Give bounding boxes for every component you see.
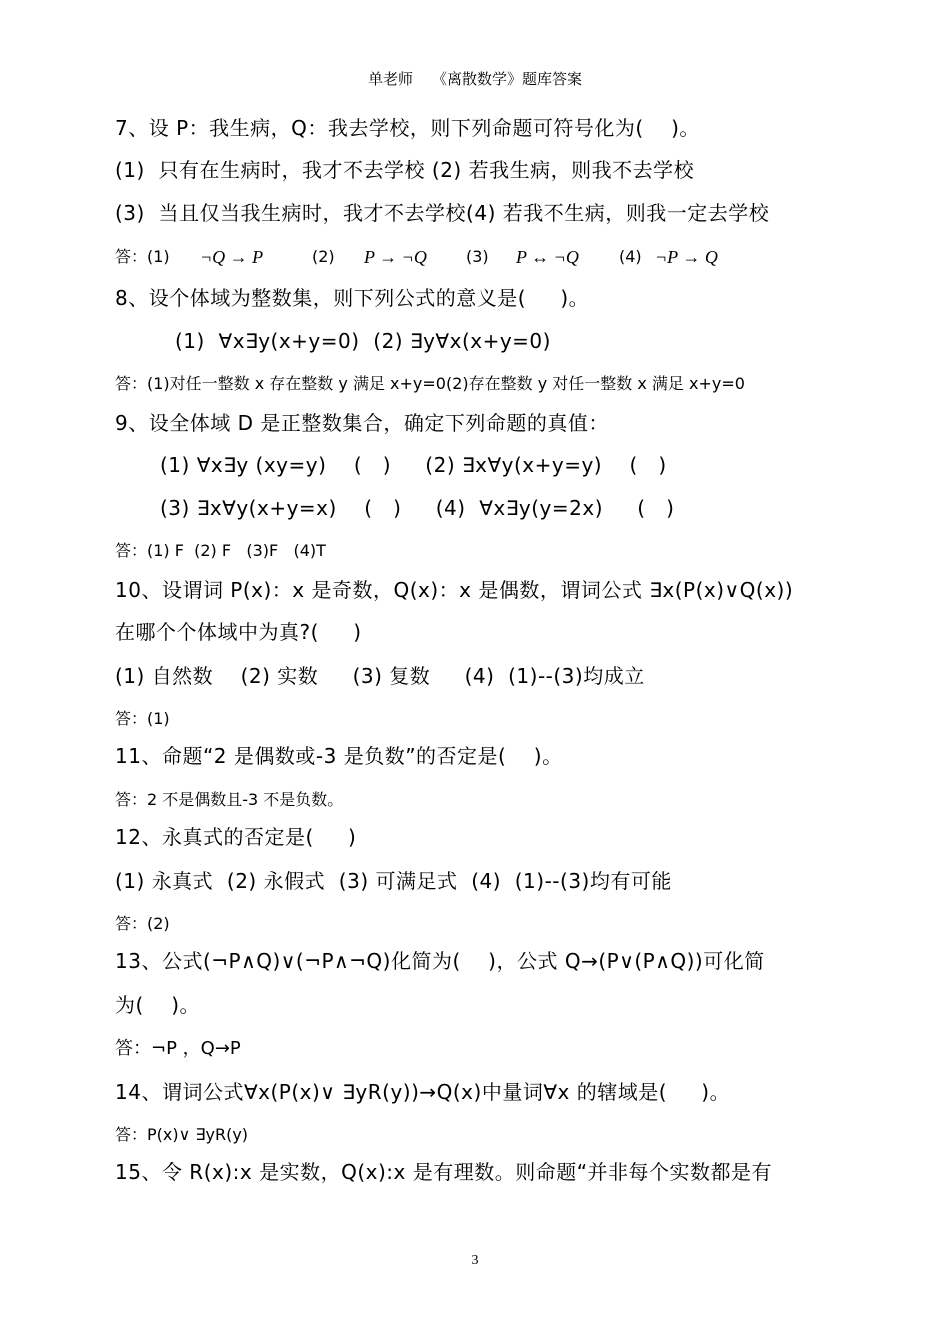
- answer-13: 答：¬P ，Q→P: [115, 1038, 241, 1059]
- answer-11: 答：2 不是偶数且-3 不是负数。: [115, 790, 344, 809]
- answer-10: 答：(1): [115, 709, 170, 728]
- question-9: 9、设全体域 D 是正整数集合，确定下列命题的真值：: [115, 411, 609, 435]
- page-header: 单老师 《离散数学》题库答案: [367, 70, 583, 88]
- answer-7-label-2: (2): [312, 247, 335, 266]
- answer-7-formula-4: ¬P → Q: [655, 247, 718, 267]
- answer-7-formula-1: ¬Q → P: [200, 247, 264, 267]
- question-13-line-2: 为( )。: [115, 993, 201, 1017]
- question-15: 15、令 R(x):x 是实数，Q(x):x 是有理数。则命题“并非每个实数都是有: [115, 1160, 773, 1184]
- question-12-options: (1) 永真式 (2) 永假式 (3) 可满足式 (4) (1)--(3)均有可能: [115, 869, 672, 893]
- answer-7-label-3: (3): [466, 247, 489, 266]
- answer-7-label-4: (4): [619, 247, 642, 266]
- question-8-formulas: (1) ∀x∃y(x+y=0) (2) ∃y∀x(x+y=0): [175, 329, 551, 353]
- answer-7-formula-3: P ↔ ¬Q: [516, 247, 579, 267]
- question-10-options: (1) 自然数 (2) 实数 (3) 复数 (4) (1)--(3)均成立: [115, 664, 645, 688]
- question-12: 12、永真式的否定是( ): [115, 825, 357, 849]
- answer-14: 答：P(x)∨ ∃yR(y): [115, 1125, 249, 1144]
- answer-8: 答：(1)对任一整数 x 存在整数 y 满足 x+y=0(2)存在整数 y 对任一整数 x 满足 x+y=0: [115, 374, 745, 393]
- question-14: 14、谓词公式∀x(P(x)∨ ∃yR(y))→Q(x)中量词∀x 的辖域是( )。: [115, 1080, 731, 1104]
- question-7-options-1: (1) 只有在生病时，我才不去学校 (2) 若我生病，则我不去学校: [115, 158, 695, 182]
- question-7-options-2: (3) 当且仅当我生病时，我才不去学校(4) 若我不生病，则我一定去学校: [115, 201, 770, 225]
- question-11: 11、命题“2 是偶数或-3 是负数”的否定是( )。: [115, 744, 563, 768]
- question-10: 10、设谓词 P(x)：x 是奇数，Q(x)：x 是偶数，谓词公式 ∃x(P(x)∨Q(x)): [115, 578, 794, 602]
- answer-7-prefix: 答：(1): [115, 247, 170, 266]
- question-10-line-2: 在哪个个体域中为真?( ): [115, 620, 362, 644]
- answer-12: 答：(2): [115, 914, 170, 933]
- question-7: 7、设 P：我生病，Q：我去学校，则下列命题可符号化为( )。: [115, 116, 700, 140]
- page-number: 3: [471, 1253, 479, 1268]
- question-9-row-2: (3) ∃x∀y(x+y=x) ( ) (4) ∀x∃y(y=2x) ( ): [160, 496, 675, 520]
- answer-7-formula-2: P → ¬Q: [364, 247, 427, 267]
- question-9-row-1: (1) ∀x∃y (xy=y) ( ) (2) ∃x∀y(x+y=y) ( ): [160, 453, 667, 477]
- question-8: 8、设个体域为整数集，则下列公式的意义是( )。: [115, 286, 590, 310]
- question-13: 13、公式(¬P∧Q)∨(¬P∧¬Q)化简为( )，公式 Q→(P∨(P∧Q))可化简: [115, 949, 765, 973]
- answer-9: 答：(1) F (2) F (3)F (4)T: [115, 541, 326, 560]
